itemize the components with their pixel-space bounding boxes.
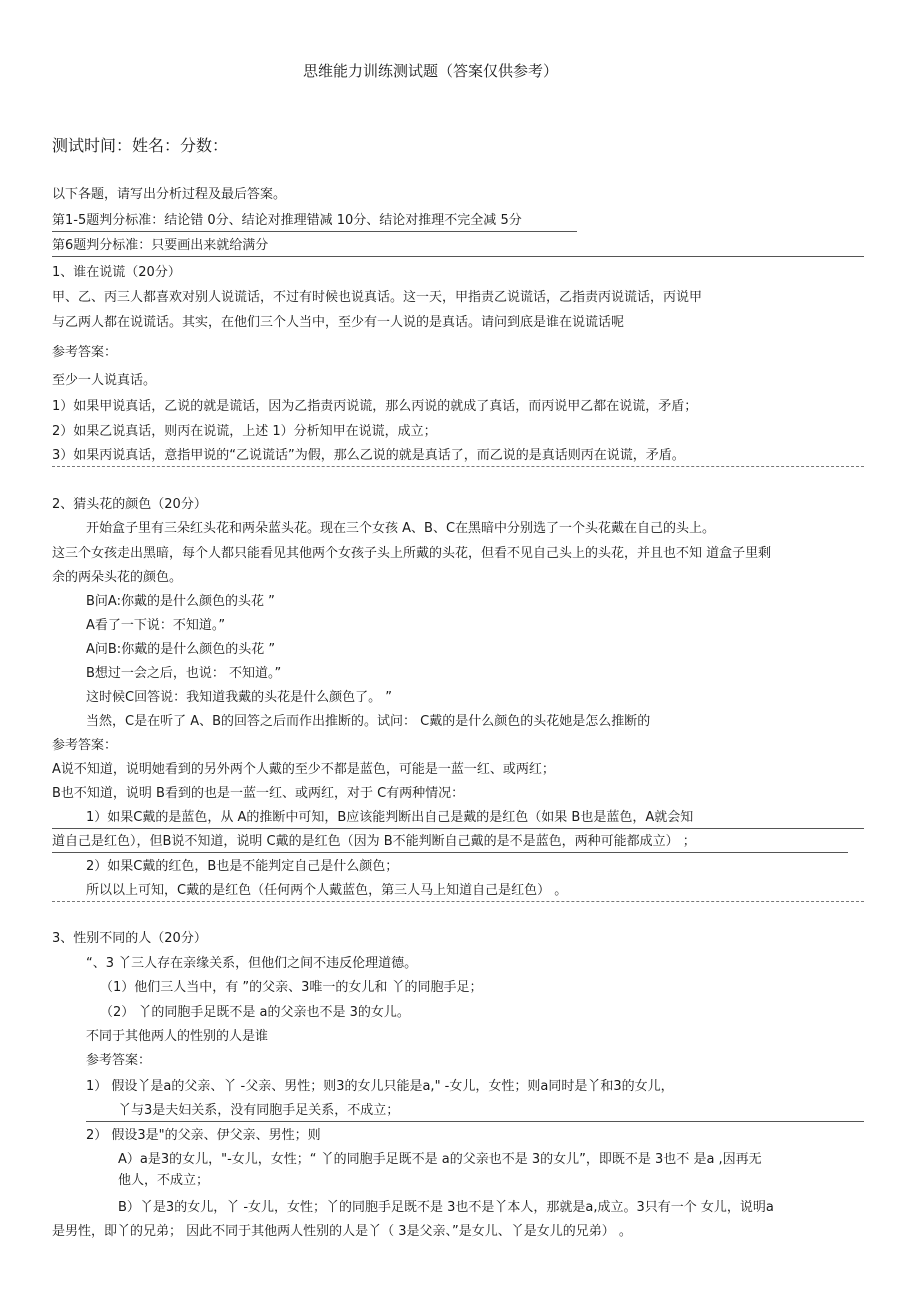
q2-body-line: 余的两朵头花的颜色。 bbox=[52, 570, 183, 585]
test-header-fields: 测试时间：姓名：分数： bbox=[52, 136, 229, 155]
q2-answer-line: 2）如果C戴的红色，B也是不能判定自己是什么颜色； bbox=[86, 859, 399, 874]
q3-answer-line: 2） 假设3是"的父亲、伊父亲、男性；则 bbox=[86, 1128, 321, 1143]
q3-answer-line: A）a是3的女儿，"-女儿，女性；“ 丫的同胞手足既不是 a的父亲也不是 3的女儿”，即既不是 3也不 是a ,因再无 bbox=[118, 1152, 762, 1167]
section-divider bbox=[52, 256, 864, 257]
q3-answer-conclusion: 是男性，即丫的兄弟； 因此不同于其他两人性别的人是丫（ 3是父亲、”是女儿、丫是女儿的兄弟） 。 bbox=[52, 1224, 632, 1239]
scoring-rule-1-5: 第1-5题判分标准：结论错 0分、结论对推理错减 10分、结论对推理不完全减 5分 bbox=[52, 213, 522, 228]
section-divider bbox=[52, 901, 864, 902]
q1-heading: 1、谁在说谎（20分） bbox=[52, 265, 181, 280]
q1-body-line: 甲、乙、丙三人都喜欢对别人说谎话，不过有时候也说真话。这一天，甲指责乙说谎话，乙指责丙说谎话，丙说甲 bbox=[52, 290, 703, 305]
q1-body-line: 与乙两人都在说谎话。其实，在他们三个人当中，至少有一人说的是真话。请问到底是谁在说谎话呢 bbox=[52, 315, 625, 330]
q2-answer-line: 1）如果C戴的是蓝色，从 A的推断中可知，B应该能判断出自己是戴的是红色（如果 B也是蓝色，A就会知 bbox=[86, 810, 694, 825]
q2-dialogue-line: A问B:你戴的是什么颜色的头花 ” bbox=[86, 642, 276, 657]
q2-dialogue-line: 这时候C回答说：我知道我戴的头花是什么颜色了。 ” bbox=[86, 690, 392, 705]
q1-answer-line: 2）如果乙说真话，则丙在说谎，上述 1）分析知甲在说谎，成立； bbox=[52, 424, 437, 439]
q3-answer-line: B）丫是3的女儿，丫 -女儿，女性；丫的同胞手足既不是 3也不是丫本人，那就是a,成立。3只有一个 女儿，说明a bbox=[118, 1200, 774, 1215]
q1-answer-line: 3）如果丙说真话，意指甲说的“乙说谎话”为假，那么乙说的就是真话了，而乙说的是真话则丙在说谎，矛盾。 bbox=[52, 448, 685, 463]
q3-answer-line: 他人，不成立； bbox=[118, 1173, 210, 1188]
underline bbox=[52, 852, 848, 853]
q1-answer-line: 1）如果甲说真话，乙说的就是谎话，因为乙指责丙说谎，那么丙说的就成了真话，而丙说甲乙都在说谎，矛盾； bbox=[52, 399, 698, 414]
q2-body-line: 这三个女孩走出黑暗，每个人都只能看见其他两个女孩子头上所戴的头花，但看不见自己头上的头花，并且也不知 道盒子里剩 bbox=[52, 546, 772, 561]
q3-condition-2: （2） 丫的同胞手足既不是 a的父亲也不是 3的女儿。 bbox=[100, 1005, 410, 1020]
q3-condition-1: （1）他们三人当中，有 ”的父亲、3唯一的女儿和 丫的同胞手足； bbox=[100, 980, 483, 995]
q2-dialogue-line: B问A:你戴的是什么颜色的头花 ” bbox=[86, 594, 275, 609]
q2-body-line: 开始盒子里有三朵红头花和两朵蓝头花。现在三个女孩 A、B、C在黑暗中分别选了一个头花戴在自己的头上。 bbox=[86, 521, 716, 536]
q1-answer-label: 参考答案： bbox=[52, 345, 118, 360]
q2-answer-line: 道自己是红色），但B说不知道，说明 C戴的是红色（因为 B不能判断自己戴的是不是蓝色，两种可能都成立） ； bbox=[52, 834, 696, 849]
section-divider bbox=[52, 466, 864, 467]
q2-heading: 2、猜头花的颜色（20分） bbox=[52, 497, 207, 512]
scoring-rule-6: 第6题判分标准：只要画出来就给满分 bbox=[52, 238, 269, 253]
q2-question-line: 当然，C是在听了 A、B的回答之后而作出推断的。试问： C戴的是什么颜色的头花她是怎么推断的 bbox=[86, 714, 651, 729]
q3-answer-line: 1） 假设丫是a的父亲、丫 -父亲、男性；则3的女儿只能是a," -女儿，女性；则a同时是丫和3的女儿， bbox=[86, 1079, 674, 1094]
document-title: 思维能力训练测试题（答案仅供参考） bbox=[303, 62, 559, 80]
underline bbox=[52, 231, 577, 232]
intro-instruction: 以下各题，请写出分析过程及最后答案。 bbox=[52, 187, 287, 202]
q3-question-line: 不同于其他两人的性别的人是谁 bbox=[86, 1029, 269, 1044]
q3-body-line: “、3 丫三人存在亲缘关系，但他们之间不违反伦理道德。 bbox=[86, 956, 418, 971]
q3-heading: 3、性别不同的人（20分） bbox=[52, 931, 207, 946]
q2-answer-line: B也不知道，说明 B看到的也是一蓝一红、或两红，对于 C有两种情况： bbox=[52, 786, 465, 801]
q1-answer-line: 至少一人说真话。 bbox=[52, 373, 157, 388]
q2-answer-line: A说不知道，说明她看到的另外两个人戴的至少不都是蓝色，可能是一蓝一红、或两红； bbox=[52, 762, 555, 777]
q2-answer-conclusion: 所以以上可知，C戴的是红色（任何两个人戴蓝色，第三人马上知道自己是红色） 。 bbox=[86, 883, 568, 898]
q3-answer-line: 丫与3是夫妇关系，没有同胞手足关系，不成立； bbox=[118, 1103, 400, 1118]
q3-answer-label: 参考答案： bbox=[86, 1053, 152, 1068]
q2-dialogue-line: A看了一下说：不知道。” bbox=[86, 618, 226, 633]
underline bbox=[86, 1121, 864, 1122]
q2-dialogue-line: B想过一会之后，也说： 不知道。” bbox=[86, 666, 282, 681]
underline bbox=[52, 828, 864, 829]
q2-answer-label: 参考答案： bbox=[52, 738, 118, 753]
